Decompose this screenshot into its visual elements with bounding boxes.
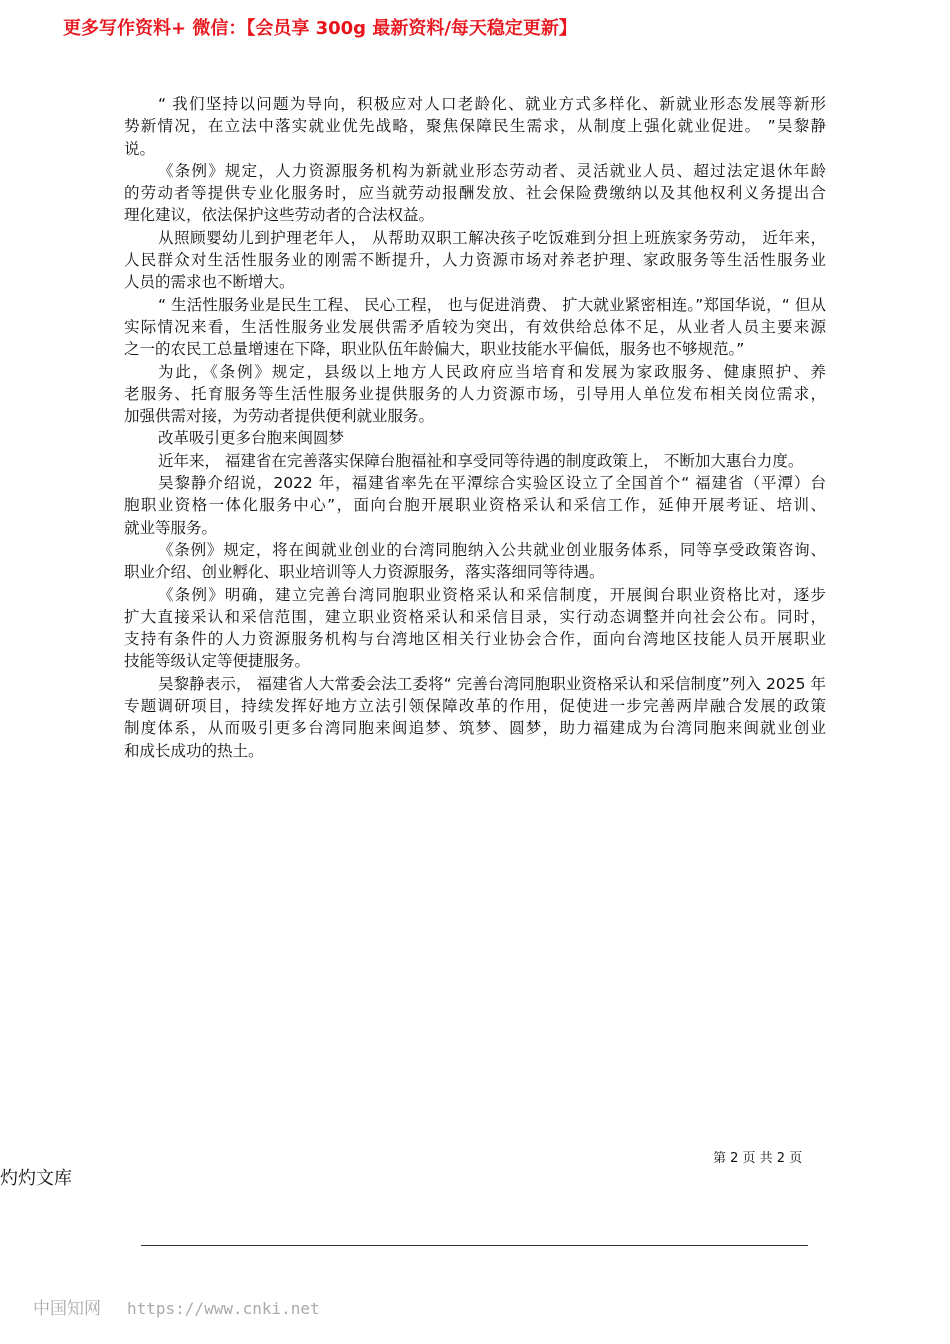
article-body <box>124 93 826 762</box>
paragraph <box>124 93 826 160</box>
cnki-footer <box>33 1294 320 1319</box>
text-line: 《条例》规定，将在闽就业创业的台湾同胞纳入公共就业创业服务体系，同等享受政策咨询、 <box>158 540 826 559</box>
text-line: 近年来， 福建省在完善落实保障台胞福祉和享受同等待遇的制度政策上， 不断加大惠台力度。 <box>158 451 804 470</box>
text-line: 《条例》规定，人力资源服务机构为新就业形态劳动者、灵活就业人员、超过法定退休年龄 <box>158 161 826 180</box>
text-line: 《条例》明确，建立完善台湾同胞职业资格采认和采信制度，开展闽台职业资格比对，逐步 <box>158 585 826 604</box>
text-line: 理化建议，依法保护这些劳动者的合法权益。 <box>124 206 435 225</box>
text-line: 专题调研项目，持续发挥好地方立法引领保障改革的作用，促使进一步完善两岸融合发展的政策 <box>124 697 826 716</box>
cnki-url[interactable]: https://www.cnki.net <box>127 1299 320 1318</box>
text-line: 吴黎静表示， 福建省人大常委会法工委将“ 完善台湾同胞职业资格采认和采信制度”列入 2025 年 <box>158 674 826 693</box>
text-line: 扩大直接采认和采信范围，建立职业资格采认和采信目录，实行动态调整并向社会公布。同时， <box>124 607 826 626</box>
text-line: “ 生活性服务业是民生工程、 民心工程， 也与促进消费、 扩大就业紧密相连。”郑国华说，“ 但从 <box>158 295 826 314</box>
text-line: 人员的需求也不断增大。 <box>124 273 295 292</box>
page-number: 第 2 页 共 2 页 <box>713 1151 803 1166</box>
text-line: 的劳动者等提供专业化服务时，应当就劳动报酬发放、社会保险费缴纳以及其他权利义务提出合 <box>124 184 826 203</box>
text-line: 和成长成功的热土。 <box>124 741 264 760</box>
text-line: 为此，《条例》规定，县级以上地方人民政府应当培育和发展为家政服务、健康照护、养 <box>158 362 826 381</box>
paragraph <box>124 539 826 584</box>
paragraph <box>124 361 826 428</box>
text-line: 职业介绍、创业孵化、职业培训等人力资源服务，落实落细同等待遇。 <box>124 563 605 582</box>
text-line: 老服务、托育服务等生活性服务业提供服务的人力资源市场，引导用人单位发布相关岗位需求， <box>124 384 826 403</box>
text-line: 吴黎静介绍说，2022 年，福建省率先在平潭综合实验区设立了全国首个“ 福建省（平潭）台 <box>158 474 826 493</box>
text-line: 制度体系，从而吸引更多台湾同胞来闽追梦、筑梦、圆梦，助力福建成为台湾同胞来闽就业创业 <box>124 719 826 738</box>
paragraph <box>124 673 826 762</box>
promo-banner: 更多写作资料+ 微信：【会员享 300g 最新资料/每天稳定更新】 <box>63 18 577 39</box>
paragraph <box>124 450 826 472</box>
text-line: 势新情况，在立法中落实就业优先战略，聚焦保障民生需求，从制度上强化就业促进。 ”吴黎静 <box>124 117 826 136</box>
paragraph <box>124 427 826 449</box>
paragraph <box>124 294 826 361</box>
paragraph <box>124 472 826 539</box>
text-line: 支持有条件的人力资源服务机构与台湾地区相关行业协会合作，面向台湾地区技能人员开展职业 <box>124 630 826 649</box>
text-line: 改革吸引更多台胞来闽圆梦 <box>158 429 345 448</box>
text-line: 人民群众对生活性服务业的刚需不断提升，人力资源市场对养老护理、家政服务等生活性服务业 <box>124 251 826 270</box>
footer-divider <box>141 1245 808 1246</box>
text-line: 之一的农民工总量增速在下降，职业队伍年龄偏大，职业技能水平偏低，服务也不够规范。” <box>124 340 745 359</box>
text-line: “ 我们坚持以问题为导向，积极应对人口老龄化、就业方式多样化、新就业形态发展等新形 <box>158 95 826 113</box>
text-line: 加强供需对接，为劳动者提供便利就业服务。 <box>124 407 435 426</box>
text-line: 实际情况来看，生活性服务业发展供需矛盾较为突出，有效供给总体不足，从业者人员主要来源 <box>124 317 826 336</box>
cnki-name: 中国知网 <box>33 1299 101 1319</box>
paragraph <box>124 227 826 294</box>
text-line: 从照顾婴幼儿到护理老年人， 从帮助双职工解决孩子吃饭难到分担上班族家务劳动， 近年来， <box>158 228 826 247</box>
text-line: 技能等级认定等便捷服务。 <box>124 652 311 671</box>
text-line: 胞职业资格一体化服务中心”，面向台胞开展职业资格采认和采信工作，延伸开展考证、培训、 <box>124 496 826 515</box>
text-line: 说。 <box>124 139 156 158</box>
text-line: 就业等服务。 <box>124 518 218 537</box>
paragraph <box>124 584 826 673</box>
paragraph <box>124 160 826 227</box>
library-watermark: 灼灼文库 <box>0 1168 72 1189</box>
